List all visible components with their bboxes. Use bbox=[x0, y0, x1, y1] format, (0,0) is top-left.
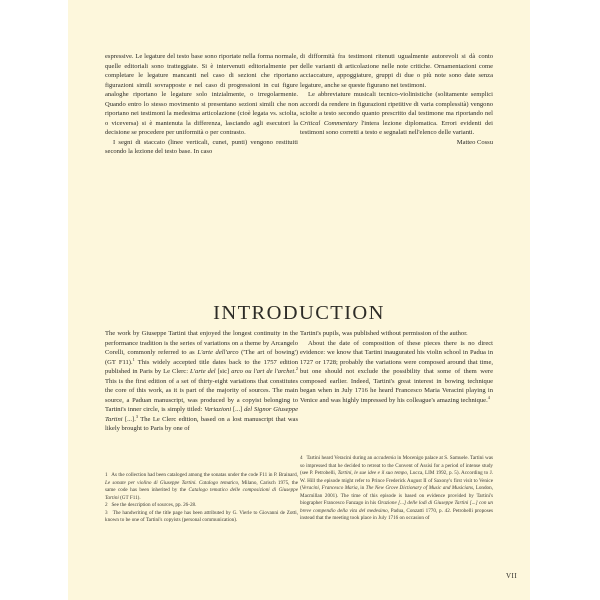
italian-paragraph: Le abbreviature musicali tecnico-violinistiche (solitamente semplici accordi da rendere in figurazioni ripetitive di varia complessità) vengono sciolte a testo secondo quanto prescritto dal testimone ma riportando nel Critical Commentary l'intera lezione diplomatica. Errori evidenti dei testimoni sono corretti a testo e segnalati nell'elenco delle varianti. bbox=[300, 91, 494, 137]
footnote-ref[interactable]: 2 bbox=[295, 366, 298, 372]
section-title: INTRODUCTION bbox=[213, 301, 385, 324]
footnote: 2 See the description of sources, pp. 26-28. bbox=[105, 502, 197, 509]
footnote: 1 As the collection had been cataloged among the sonatas under the code F11 in P. Brainard, Le sonate per violino di Giuseppe Tartini. Catalogo tematico, Milano, Carisch 1975, the same code has been inherited by the Catalogo tematico delle composizioni di Giuseppe Tartini (GT F11). bbox=[105, 472, 298, 501]
introduction-paragraph: About the date of composition of these pieces there is no direct evidence: we know that Tartini inaugurated his violin school in Padua in 1727 or 1728; probably the variations were composed around that time, but one should not exclude the possibility that some of them were composed earlier. Indeed, Tartini's great interest in bowing technique began when in July 1716 he heard Francesco Maria Veracini playing in Venice and was highly impressed by his colleague's amazing technique.$^4$ bbox=[300, 339, 493, 404]
introduction-paragraph: Tartini's pupils, was published without permission of the author. bbox=[300, 330, 468, 337]
italic-title: Critical Commentary bbox=[300, 119, 358, 127]
book-page bbox=[68, 0, 530, 600]
footnote-ref[interactable]: 3 bbox=[135, 413, 139, 419]
italian-text-right-column bbox=[300, 52, 493, 147]
footnote-ref[interactable]: 4 bbox=[487, 394, 490, 400]
footnotes-right bbox=[300, 455, 493, 523]
author-signature: Matteo Cossu bbox=[456, 138, 493, 146]
page-number: VII bbox=[506, 572, 518, 580]
introduction-left-column bbox=[105, 329, 298, 434]
italian-paragraph: I segni di staccato (linee verticali, cunei, punti) vengono restituiti secondo la lezione del testo base. In caso bbox=[105, 138, 298, 156]
italian-paragraph: espressive. Le legature del testo base sono riportate nella forma normale, quelle editoriali sono tratteggiate. Si è intervenuti editorialmente per completare le legature mancanti nel caso di sezioni che riportano figurazioni simili sovrapposte e nel caso di progressioni in cui figure analoghe riportano le legature solo inizialmente, o irregolarmente. Quando entro lo stesso movimento si presentano sezioni simili che non riportano nei testimoni la medesima articolazione (cioè legata vs. sciolta, o viceversa) si è mantenuta la differenza, lasciando agli esecutori la decisione se procedere per uniformità o per contrasto. bbox=[105, 53, 298, 137]
footnote-ref[interactable]: 1 bbox=[132, 356, 135, 362]
italian-paragraph: di difformità fra testimoni ritenuti ugualmente autorevoli si dà conto delle varianti di articolazione nelle note critiche. Ornamentazioni come acciaccature, appoggiature, gruppi di due o più note sono date senza legature, anche se queste figurano nei testimoni. bbox=[300, 53, 493, 89]
introduction-right-column bbox=[300, 329, 493, 405]
footnotes-left bbox=[105, 472, 298, 525]
footnote: 4 Tartini heard Veracini during an accademia in Mocenigo palace at S. Samuele. Tartini was so impressed that he decided to retreat to the Convent of Assisi for a period of intense study (see P. Petrobelli, Tartini, le sue idee e il suo tempo, Lucca, LIM 1992, p. 5). According to J. W. Hill the episode might refer to Prince Frederick August II of Saxony's first visit to Venice (Veracini, Francesco Maria, in The New Grove Dictionary of Music and Musicians, London, Macmillan 2001). The time of this episode is based on evidence provided by Tartini's biographer Francesco Fanzago in his Orazione [...] delle lodi di Giuseppe Tartini [...] con un breve compendio della vita del medesimo, Padua, Conzatti 1770, p. 42. Petrobelli proposes instead that the meeting took place in July 1716 on occasion of bbox=[300, 455, 494, 522]
footnote: 3 The handwriting of the title page has been attributed by G. Vierle to Giovanni de Zotti, known to be one of Tartini's copyists (personal communication). bbox=[105, 509, 298, 524]
introduction-paragraph: The work by Giuseppe Tartini that enjoyed the longest continuity in the performance tradition is the series of variations on a theme by Arcangelo Corelli, commonly referred to as L'arte dell'arco ('The art of bowing') (GT F11).$^1$ This widely accepted title dates back to the 1757 edition published in Paris by Le Clerc: L'arte del [sic] arco ou l'art de l'archet.$^2$ This is the first edition of a set of thirty-eight variations that constitutes the core of this work, as it is part of the majority of sources. The main source, a Paduan manuscript, was produced by a copyist belonging to Tartini's inner circle, is simply titled: Variazioni [...] del Signor Giuseppe Tartini [...].$^3$ The Le Clerc edition, based on a lost manuscript that was likely brought to Paris by one of bbox=[105, 330, 299, 433]
italian-text-left-column bbox=[105, 52, 298, 157]
